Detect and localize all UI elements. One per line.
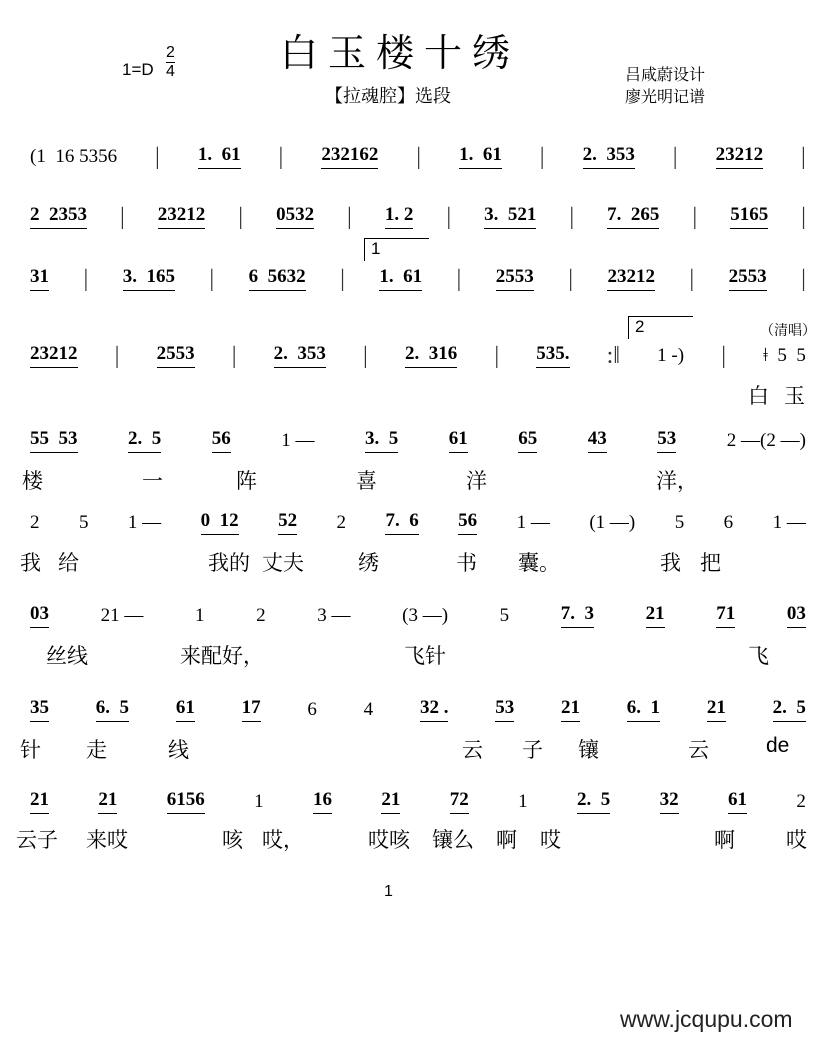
note-group: 6. 1 [627, 697, 660, 722]
note-group: 21 [561, 697, 580, 722]
note-group: 03 [787, 603, 806, 628]
note-group: 56 [212, 428, 231, 453]
notation-row [30, 428, 806, 453]
subtitle: 【拉魂腔】选段 [325, 86, 451, 107]
lyric: 哎 [786, 828, 807, 852]
note-group: (3 —) [402, 604, 449, 626]
note-group: 71 [716, 603, 735, 628]
note-group: 3. 521 [484, 204, 536, 229]
note-group: 2 [30, 511, 40, 533]
note-group: 4 [363, 698, 374, 720]
meter-bottom: 4 [166, 63, 175, 80]
barline: | [155, 143, 160, 170]
note-group: 5 [499, 604, 510, 626]
lyric: 一 [142, 469, 163, 493]
note-group: 1 -) [657, 344, 685, 366]
note-group: 2 [336, 511, 347, 533]
note-group: 17 [242, 697, 261, 722]
note-group: 23212 [30, 343, 78, 368]
lyric: 云子 [16, 828, 58, 852]
lyric: 子 [522, 738, 543, 762]
barline: | [494, 342, 500, 369]
lyric: 针 [20, 738, 41, 762]
barline: | [83, 265, 89, 292]
barline: | [721, 342, 726, 369]
note-group: 23212 [158, 204, 206, 229]
barline: | [416, 143, 422, 170]
note-group: (1 16 5356 [30, 145, 118, 167]
notation-row [30, 266, 806, 291]
note-group: 31 [30, 266, 49, 291]
lyric: 飞针 [404, 644, 446, 668]
note-group: 7. 3 [561, 603, 594, 628]
barline: | [672, 143, 678, 170]
note-group: 43 [588, 428, 607, 453]
lyric: 丈夫 [262, 551, 304, 575]
notation-row [30, 343, 806, 368]
note-group: 53 [657, 428, 676, 453]
note-group: 5 [674, 511, 685, 533]
note-group: 535. [536, 343, 569, 368]
note-group: 1. 61 [198, 144, 241, 169]
note-group: 6156 [167, 789, 205, 814]
time-signature [166, 44, 175, 81]
note-group: 23212 [607, 266, 655, 291]
lyric: 楼 [22, 469, 43, 493]
note-group: 1 — [281, 429, 315, 451]
barline: | [689, 265, 695, 292]
lyric: 云 [688, 738, 709, 762]
note-group: 2553 [729, 266, 767, 291]
barline: | [238, 203, 244, 230]
barline: | [539, 143, 545, 170]
note-group: 52 [278, 510, 297, 535]
notation-row [30, 603, 806, 628]
barline: | [801, 143, 806, 170]
note-group: 2. 5 [773, 697, 806, 722]
note-group: 2. 353 [274, 343, 326, 368]
note-group: 56 [458, 510, 477, 535]
note-group: 2 —(2 —) [726, 429, 806, 451]
notation-row [30, 144, 806, 169]
note-group: 5 [78, 511, 89, 533]
barline: | [347, 203, 352, 230]
note-group: 1 — [516, 511, 550, 533]
note-group: 21 [381, 789, 400, 814]
barline: | [209, 265, 215, 292]
note-group: 2 2353 [30, 204, 87, 229]
note-group: 0532 [276, 204, 314, 229]
note-group: 0 12 [201, 510, 239, 535]
barline: | [568, 265, 573, 292]
note-group: 53 [495, 697, 514, 722]
note-group: 65 [518, 428, 537, 453]
lyric: 云 [462, 738, 483, 762]
note-group: ǂ 5 5 [763, 344, 806, 366]
lyric: 飞 [748, 644, 769, 668]
lyric: 把 [700, 551, 721, 575]
note-group: 72 [450, 789, 469, 814]
lyric: 我的 [208, 551, 250, 575]
lyric: 啊 [714, 828, 735, 852]
barline: | [446, 203, 452, 230]
note-group: 232162 [321, 144, 378, 169]
lyric: 喜 [356, 469, 377, 493]
note-group: 1. 61 [459, 144, 502, 169]
first-ending-bracket: 1 [364, 238, 429, 261]
barline: | [801, 265, 806, 292]
lyric: 啊 [496, 828, 517, 852]
lyric: 洋 [466, 469, 487, 493]
note-group: 32 [660, 789, 679, 814]
notation-row [30, 204, 806, 229]
note-group: 23212 [716, 144, 764, 169]
lyric: 哎， [262, 828, 304, 852]
lyric: 囊。 [518, 551, 560, 575]
lyric: 玉 [784, 384, 805, 408]
barline: | [692, 203, 698, 230]
lyric: 丝线 [46, 644, 88, 668]
note-group: 1. 2 [385, 204, 414, 229]
lyric: 线 [168, 738, 189, 762]
lyric: 我 [660, 551, 681, 575]
note-group: 21 [98, 789, 117, 814]
page-number: 1 [384, 883, 393, 900]
lyric: 绣 [358, 551, 379, 575]
note-group: 7. 6 [385, 510, 418, 535]
note-group: 55 53 [30, 428, 78, 453]
barline: | [114, 342, 120, 369]
note-group: 2 [796, 790, 806, 812]
note-group: 16 [313, 789, 332, 814]
barline: | [569, 203, 575, 230]
barline: | [119, 203, 125, 230]
lyric: 洋， [656, 469, 698, 493]
note-group: 21 [30, 789, 49, 814]
note-group: 6 [307, 698, 317, 720]
note-group: 2. 353 [583, 144, 635, 169]
note-group: 7. 265 [607, 204, 659, 229]
note-group: 2. 5 [577, 789, 610, 814]
note-group: 5165 [730, 204, 768, 229]
note-group: 2. 5 [128, 428, 161, 453]
lyric: 咳 [222, 828, 243, 852]
note-group: 35 [30, 697, 49, 722]
note-group: 32 . [420, 697, 449, 722]
barline: | [363, 342, 368, 369]
meter-top: 2 [166, 44, 175, 61]
lyric: 白 [748, 384, 769, 408]
barline: | [456, 265, 462, 292]
note-group: 6. 5 [96, 697, 129, 722]
note-group: 3. 5 [365, 428, 398, 453]
note-group: 6 [723, 511, 734, 533]
lyric: de [766, 734, 790, 757]
note-group: 03 [30, 603, 49, 628]
note-group: 2553 [496, 266, 534, 291]
page-title: 白玉楼十绣 [280, 31, 521, 75]
notation-row [30, 789, 806, 814]
key-signature: 1=D [122, 60, 154, 79]
note-group: (1 —) [589, 511, 636, 533]
note-group: 6 5632 [249, 266, 306, 291]
note-group: 2. 316 [405, 343, 457, 368]
lyric: 来配好， [180, 644, 264, 668]
watermark: www.jcqupu.com [620, 1006, 793, 1032]
note-group: 1 [254, 790, 264, 812]
note-group: 2553 [157, 343, 195, 368]
note-group: 3 — [317, 604, 351, 626]
note-group: 2 [256, 604, 266, 626]
notation-row [30, 697, 806, 722]
qingchang-annotation: （清唱） [760, 323, 816, 339]
barline: | [278, 143, 284, 170]
barline: :‖ [606, 342, 621, 369]
note-group: 61 [728, 789, 747, 814]
lyric: 镶 [578, 738, 599, 762]
barline: | [231, 342, 237, 369]
barline: | [340, 265, 345, 292]
note-group: 3. 165 [123, 266, 175, 291]
lyric: 哎咳 [368, 828, 410, 852]
transcriber-credit: 廖光明记谱 [625, 87, 706, 106]
lyric: 我 [20, 551, 41, 575]
note-group: 21 [646, 603, 665, 628]
note-group: 1 [518, 790, 528, 812]
lyric: 哎 [540, 828, 561, 852]
note-group: 21 — [100, 604, 144, 626]
lyric: 走 [86, 738, 107, 762]
notation-row [30, 510, 806, 535]
lyric: 书 [456, 551, 477, 575]
second-ending-bracket: 2 [628, 316, 693, 339]
note-group: 21 [707, 697, 726, 722]
note-group: 61 [449, 428, 468, 453]
lyric: 来哎 [86, 828, 128, 852]
lyric: 镶么 [432, 828, 474, 852]
note-group: 1 — [127, 511, 162, 533]
lyric: 阵 [236, 469, 257, 493]
note-group: 1 — [772, 511, 806, 533]
note-group: 1 [195, 604, 205, 626]
note-group: 1. 61 [379, 266, 422, 291]
lyric: 给 [58, 551, 79, 575]
designer-credit: 吕咸蔚设计 [625, 65, 706, 84]
barline: | [801, 203, 806, 230]
note-group: 61 [176, 697, 195, 722]
